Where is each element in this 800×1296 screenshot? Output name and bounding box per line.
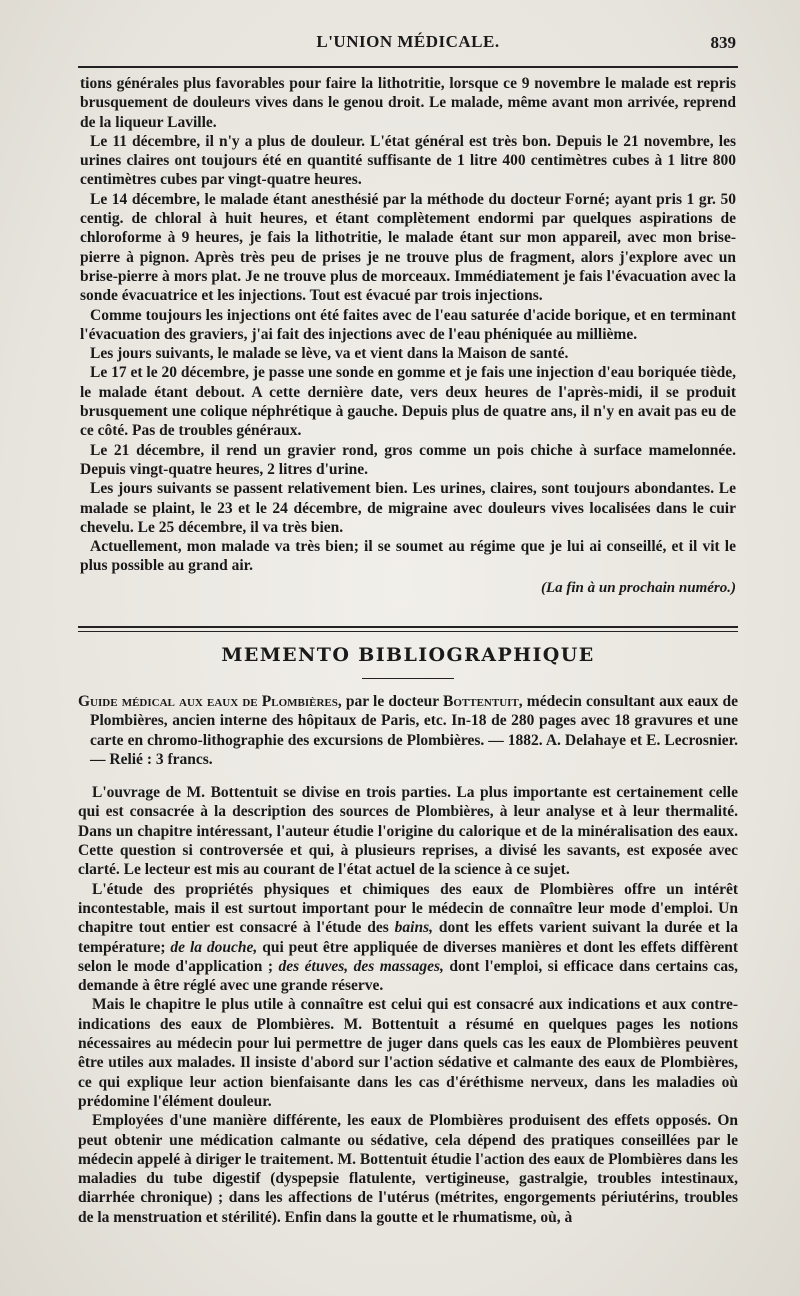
section-title: MEMENTO BIBLIOGRAPHIQUE bbox=[221, 644, 595, 666]
spacer bbox=[78, 769, 738, 783]
review-paragraph bbox=[78, 880, 738, 996]
article-paragraph: Le 17 et le 20 décembre, je passe une sonde en gomme et je fais une injection d'eau boriquée tiède, le malade étant debout. A cette dernière date, vers deux heures de l'après-midi, il se produit brusquement une colique néphrétique à gauche. Depuis plus de quatre ans, il n'y en avait pas eu de ce côté. Pas de troubles généraux. bbox=[80, 364, 736, 440]
text-run: L'étude des propriétés physiques et chimiques des eaux de Plombières offre un intérêt incontestable, mais il est surtout important pour le médecin de connaître leur mode d'emploi. Un chapitre tout entier est consacré à l'étude des bbox=[78, 880, 738, 937]
italic-run: des étuves, des massages, bbox=[278, 957, 444, 975]
article-paragraph: Les jours suivants se passent relativement bien. Les urines, claires, sont toujours abondantes. Le malade se plaint, le 23 et le 24 décembre, de migraine avec douleurs vives localisées dans le cuir chevelu. Le 25 décembre, il va très bien. bbox=[80, 480, 736, 536]
review-paragraph: Employées d'une manière différente, les eaux de Plombières produisent des effets opposés. On peut obtenir une médication calmante ou sédative, cela dépend des pratiques conseillées par le médecin appelé à diriger le traitement. M. Bottentuit étudie l'action des eaux de Plombières dans les maladies du tube digestif (dyspepsie flatulente, vertigineuse, gastralgie, troubles intestinaux, diarrhée chronique) ; dans les affections de l'utérus (métrites, engorgements périutérins, troubles de la menstruation et stérilité). Enfin dans la goutte et le rhumatisme, où, à bbox=[78, 1112, 738, 1226]
review-paragraph: Mais le chapitre le plus utile à connaître est celui qui est consacré aux indications et aux contre-indications des eaux de Plombières. M. Bottentuit a résumé en quelques pages les notions nécessaires au médecin pour lui permettre de juger dans quels cas les eaux de Plombières peuvent être utiles aux malades. Il insiste d'abord sur l'action sédative et calmante des eaux de Plombières, ce qui explique leur action bienfaisante dans les cas d'éréthisme nerveux, dans les maladies où prédomine l'élément douleur. bbox=[78, 996, 738, 1110]
title-underline bbox=[362, 678, 454, 679]
page-header bbox=[78, 30, 738, 58]
article-paragraph: Le 11 décembre, il n'y a plus de douleur. L'état général est très bon. Depuis le 21 novembre, les urines claires ont toujours été en quantité suffisante de 1 litre 400 centimètres cubes à 1 litre 800 centimètres cubes par vingt-quatre heures. bbox=[80, 132, 736, 189]
italic-run: bains, bbox=[394, 919, 433, 937]
section-rule-thin bbox=[78, 631, 738, 632]
entry-by: par le docteur bbox=[345, 693, 439, 710]
text-run: dont les effets varient suivant la durée et la température; bbox=[78, 919, 738, 956]
article-signoff: (La fin à un prochain numéro.) bbox=[540, 579, 736, 596]
book-author: Bottentuit, bbox=[443, 693, 523, 710]
text-run: dont l'emploi, si efficace dans certains cas, demande à être réglé avec une grande réserve. bbox=[78, 957, 739, 995]
article-paragraph: Le 14 décembre, le malade étant anesthésié par la méthode du docteur Forné; ayant pris 1 gr. 50 centig. de chloral à huit heures, et étant complètement endormi par quelques aspirations de chloroforme à 9 heures, je fais la lithotritie, le malade étant sur mon appareil, avec mon brise-pierre à pignon. Après très peu de prises je ne trouve plus de fragment, alors j'explore avec un brise-pierre à mors plat. Je ne trouve plus de morceaux. Immédiatement je fais l'évacuation avec la sonde évacuatrice et les injections. Tout est évacué par trois injections. bbox=[80, 190, 736, 305]
page-number: 839 bbox=[710, 33, 736, 52]
entry-details: médecin consultant aux eaux de Plombières, ancien interne des hôpitaux de Paris, etc. In-18 de 280 pages avec 18 gravures et une carte en chromo-lithographie des excursions de Plombières. — 1882. A. Delahaye et E. Lecrosnier. — Relié : 3 francs. bbox=[90, 693, 739, 768]
article-paragraph: tions générales plus favorables pour faire la lithotritie, lorsque ce 9 novembre le malade est repris brusquement de douleurs vives dans le genou droit. Le malade, même avant mon arrivée, reprend de la liqueur Laville. bbox=[80, 75, 736, 131]
book-title: Guide médical aux eaux de Plombières, bbox=[78, 693, 342, 710]
article-continuation bbox=[80, 74, 736, 597]
text-run: qui peut être appliquée de diverses manières et dont les effets diffèrent selon le mode d'application ; bbox=[78, 938, 739, 975]
article-paragraph: Actuellement, mon malade va très bien; il se soumet au régime que je lui ai conseillé, et il vit le plus possible au grand air. bbox=[80, 538, 736, 575]
section-rule-thick bbox=[78, 626, 738, 628]
article-paragraph: Les jours suivants, le malade se lève, va et vient dans la Maison de santé. bbox=[90, 345, 569, 363]
review-paragraph: L'ouvrage de M. Bottentuit se divise en trois parties. La plus importante est certainement celle qui est consacrée à la description des sources de Plombières, à leur analyse et à leur thermalité. Dans un chapitre intéressant, l'auteur étudie l'origine du calorique et de la minéralisation des eaux. Cette question si controversée et qui, à plusieurs reprises, a divisé les savants, est exposée avec clarté. Le lecteur est mis au courant de l'état actuel de la science à ce sujet. bbox=[78, 784, 738, 879]
bibliography-section bbox=[78, 692, 738, 1227]
running-title: L'UNION MÉDICALE. bbox=[316, 32, 500, 51]
bibliography-entry bbox=[78, 692, 738, 769]
article-paragraph: Le 21 décembre, il rend un gravier rond, gros comme un pois chiche à surface mamelonnée. Depuis vingt-quatre heures, 2 litres d'urine. bbox=[80, 441, 736, 478]
article-paragraph: Comme toujours les injections ont été faites avec de l'eau saturée d'acide borique, et en terminant l'évacuation des graviers, j'ai fait des injections avec de l'eau phéniquée au millième. bbox=[80, 306, 736, 343]
header-rule bbox=[78, 66, 738, 68]
italic-run: de la douche, bbox=[170, 938, 258, 956]
